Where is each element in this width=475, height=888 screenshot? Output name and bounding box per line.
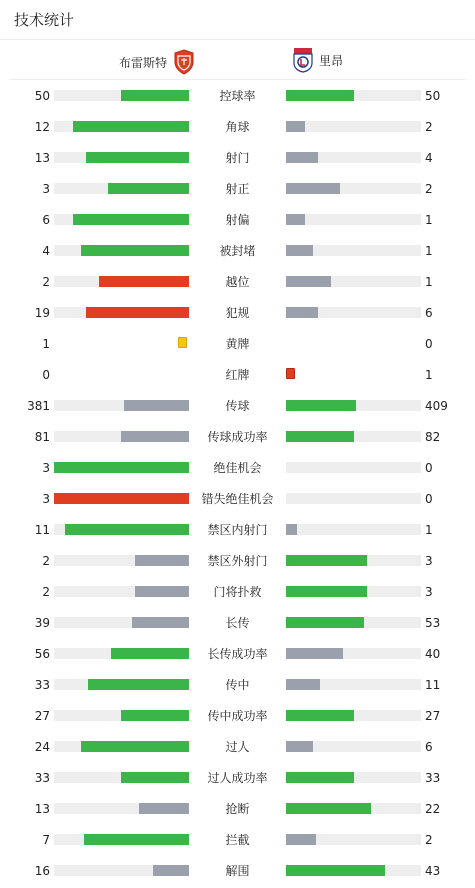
- home-stat-bar-fill: [81, 245, 189, 256]
- home-stat-value: 39: [34, 616, 50, 630]
- home-stat-bar: [54, 555, 189, 566]
- stat-label: 传中成功率: [207, 709, 268, 723]
- stat-label: 射偏: [225, 213, 250, 227]
- home-stat-bar-fill: [73, 121, 189, 132]
- home-stat-value: 50: [34, 89, 50, 103]
- home-stat-value: 3: [42, 182, 50, 196]
- away-stat-bar: [286, 493, 421, 504]
- home-stat-value: 13: [34, 151, 50, 165]
- home-stat-value: 0: [42, 368, 50, 382]
- stat-row: [0, 489, 475, 509]
- away-stat-bar: [286, 679, 421, 690]
- away-stat-bar-fill: [286, 648, 343, 659]
- stat-label: 绝佳机会: [213, 461, 262, 475]
- stat-label: 犯规: [225, 306, 250, 320]
- away-stat-value: 22: [425, 802, 441, 816]
- home-stat-bar-fill: [132, 617, 189, 628]
- home-stat-bar: [54, 493, 189, 504]
- away-stat-bar-fill: [286, 803, 371, 814]
- away-stat-bar-fill: [286, 555, 367, 566]
- away-stat-value: 2: [425, 120, 433, 134]
- away-stat-bar: [286, 555, 421, 566]
- home-stat-bar-fill: [108, 183, 189, 194]
- stat-row: [0, 551, 475, 571]
- stat-label: 过人成功率: [207, 771, 268, 785]
- page-title: 技术统计: [14, 11, 75, 29]
- away-stat-value: 2: [425, 833, 433, 847]
- stat-label: 传中: [225, 678, 250, 692]
- stat-label: 拦截: [225, 833, 250, 847]
- away-stat-value: 0: [425, 492, 433, 506]
- home-stat-value: 3: [42, 461, 50, 475]
- stat-row: [0, 210, 475, 230]
- stat-label: 长传: [225, 616, 250, 630]
- stat-row: [0, 272, 475, 292]
- home-stat-bar: [54, 90, 189, 101]
- brest-crest-icon: [173, 49, 195, 75]
- away-stat-bar-fill: [286, 834, 316, 845]
- home-stat-bar: [54, 710, 189, 721]
- away-stat-value: 33: [425, 771, 441, 785]
- stat-row: [0, 582, 475, 602]
- home-stat-bar: [54, 214, 189, 225]
- away-team[interactable]: [292, 47, 343, 73]
- home-stat-bar: [54, 617, 189, 628]
- stat-row: [0, 706, 475, 726]
- home-stat-value: 2: [42, 585, 50, 599]
- stat-row: [0, 303, 475, 323]
- away-stat-bar: [286, 803, 421, 814]
- home-stat-bar: [54, 121, 189, 132]
- away-stat-bar: [286, 214, 421, 225]
- stat-row: [0, 675, 475, 695]
- away-stat-value: 50: [425, 89, 441, 103]
- away-stat-bar: [286, 772, 421, 783]
- stat-label: 传球成功率: [207, 430, 268, 444]
- home-stat-bar: [54, 803, 189, 814]
- away-stat-value: 82: [425, 430, 441, 444]
- stat-row: [0, 644, 475, 664]
- home-stat-bar-fill: [54, 462, 189, 473]
- home-stat-bar-fill: [99, 276, 189, 287]
- home-stat-bar-fill: [84, 834, 189, 845]
- home-stat-bar: [54, 431, 189, 442]
- away-stat-value: 3: [425, 585, 433, 599]
- away-stat-value: 4: [425, 151, 433, 165]
- home-stat-bar: [54, 152, 189, 163]
- home-stat-bar-fill: [111, 648, 189, 659]
- away-stat-bar: [286, 462, 421, 473]
- away-stat-value: 1: [425, 244, 433, 258]
- home-stat-bar-fill: [88, 679, 189, 690]
- away-stat-bar: [286, 431, 421, 442]
- home-stat-bar: [54, 865, 189, 876]
- away-stat-bar-fill: [286, 214, 305, 225]
- home-stat-value: 19: [34, 306, 50, 320]
- away-stat-bar-fill: [286, 679, 320, 690]
- away-stat-bar-fill: [286, 121, 305, 132]
- away-stat-bar-fill: [286, 152, 318, 163]
- home-stat-value: 3: [42, 492, 50, 506]
- stat-row: [0, 768, 475, 788]
- stat-label: 抢断: [225, 802, 250, 816]
- home-stat-value: 1: [42, 337, 50, 351]
- away-stat-bar-fill: [286, 772, 354, 783]
- home-stat-bar-fill: [153, 865, 189, 876]
- home-stat-bar-fill: [65, 524, 189, 535]
- red-card-icon: [286, 368, 295, 379]
- home-stat-value: 13: [34, 802, 50, 816]
- home-stat-bar: [54, 183, 189, 194]
- stat-row: [0, 799, 475, 819]
- home-stat-bar-fill: [86, 152, 189, 163]
- home-stat-bar-fill: [121, 710, 189, 721]
- away-stat-value: 0: [425, 337, 433, 351]
- lyon-crest-icon: [292, 47, 314, 73]
- stat-row: [0, 520, 475, 540]
- stat-label: 控球率: [219, 89, 256, 103]
- away-stat-bar-fill: [286, 400, 356, 411]
- away-stat-bar-fill: [286, 276, 331, 287]
- away-stat-value: 409: [425, 399, 448, 413]
- stat-label: 解围: [225, 864, 250, 878]
- away-stat-bar-fill: [286, 741, 313, 752]
- stat-row: [0, 861, 475, 881]
- home-stat-bar: [54, 834, 189, 845]
- home-stat-bar: [54, 772, 189, 783]
- away-stat-value: 6: [425, 306, 433, 320]
- away-stat-bar: [286, 524, 421, 535]
- away-stat-bar: [286, 586, 421, 597]
- away-stat-bar-fill: [286, 307, 318, 318]
- stat-row: [0, 117, 475, 137]
- stats-header: [0, 0, 475, 40]
- home-stat-bar-fill: [124, 400, 189, 411]
- stat-label: 错失绝佳机会: [201, 492, 274, 506]
- away-stat-bar: [286, 741, 421, 752]
- away-stat-bar: [286, 710, 421, 721]
- home-stat-value: 56: [34, 647, 50, 661]
- stat-row: [0, 458, 475, 478]
- away-stat-bar: [286, 648, 421, 659]
- away-stat-value: 53: [425, 616, 441, 630]
- home-stat-bar: [54, 245, 189, 256]
- home-stat-bar-fill: [139, 803, 189, 814]
- away-stat-bar-fill: [286, 90, 354, 101]
- home-stat-bar: [54, 679, 189, 690]
- home-stat-value: 81: [34, 430, 50, 444]
- away-stat-bar: [286, 307, 421, 318]
- home-stat-bar-fill: [121, 431, 189, 442]
- home-stat-value: 6: [42, 213, 50, 227]
- home-stat-value: 24: [34, 740, 50, 754]
- stat-label: 禁区内射门: [207, 523, 268, 537]
- stat-label: 黄牌: [225, 337, 250, 351]
- stat-label: 门将扑救: [213, 585, 262, 599]
- home-stat-bar-fill: [86, 307, 189, 318]
- home-stat-bar-fill: [121, 90, 189, 101]
- home-stat-value: 16: [34, 864, 50, 878]
- away-stat-value: 2: [425, 182, 433, 196]
- away-stat-bar: [286, 245, 421, 256]
- home-stat-bar: [54, 400, 189, 411]
- stat-row: [0, 86, 475, 106]
- away-stat-value: 1: [425, 213, 433, 227]
- home-stat-value: 381: [27, 399, 50, 413]
- home-stat-value: 2: [42, 275, 50, 289]
- away-stat-bar: [286, 121, 421, 132]
- stat-label: 越位: [225, 275, 250, 289]
- stat-label: 过人: [225, 740, 250, 754]
- stat-row: [0, 179, 475, 199]
- yellow-card-icon: [178, 337, 187, 348]
- stat-row: [0, 396, 475, 416]
- away-stat-value: 0: [425, 461, 433, 475]
- away-stat-bar-fill: [286, 431, 354, 442]
- home-stat-bar-fill: [73, 214, 189, 225]
- home-stat-bar: [54, 276, 189, 287]
- away-stat-value: 11: [425, 678, 441, 692]
- away-stat-value: 6: [425, 740, 433, 754]
- stat-row: [0, 830, 475, 850]
- away-stat-bar: [286, 834, 421, 845]
- stat-label: 射正: [225, 182, 250, 196]
- away-stat-value: 3: [425, 554, 433, 568]
- away-stat-value: 27: [425, 709, 441, 723]
- stat-row: [0, 148, 475, 168]
- home-stat-value: 33: [34, 771, 50, 785]
- stat-row: [0, 241, 475, 261]
- stat-label: 被封堵: [219, 244, 256, 258]
- away-stat-bar: [286, 400, 421, 411]
- home-stat-bar-fill: [81, 741, 189, 752]
- home-stat-bar-fill: [135, 555, 189, 566]
- stat-label: 射门: [225, 151, 250, 165]
- away-stat-bar-fill: [286, 617, 364, 628]
- away-stat-bar-fill: [286, 865, 385, 876]
- away-stat-value: 40: [425, 647, 441, 661]
- home-stat-bar: [54, 524, 189, 535]
- stat-row: [0, 427, 475, 447]
- stat-label: 角球: [225, 120, 250, 134]
- home-stat-value: 27: [34, 709, 50, 723]
- home-stat-value: 11: [34, 523, 50, 537]
- teams-row: [9, 40, 466, 80]
- stat-row: [0, 334, 475, 354]
- home-stat-bar: [54, 307, 189, 318]
- away-stat-value: 1: [425, 368, 433, 382]
- away-stat-bar: [286, 152, 421, 163]
- home-stat-bar-fill: [121, 772, 189, 783]
- home-team-name: 布雷斯特: [118, 55, 167, 70]
- home-stat-bar: [54, 462, 189, 473]
- home-stat-value: 2: [42, 554, 50, 568]
- away-stat-bar-fill: [286, 710, 354, 721]
- away-stat-bar: [286, 865, 421, 876]
- stat-label: 长传成功率: [207, 647, 268, 661]
- away-stat-bar-fill: [286, 524, 297, 535]
- away-stat-bar: [286, 276, 421, 287]
- away-stat-bar: [286, 183, 421, 194]
- home-stat-bar-fill: [135, 586, 189, 597]
- home-stat-value: 7: [42, 833, 50, 847]
- home-stat-bar: [54, 648, 189, 659]
- home-stat-bar: [54, 586, 189, 597]
- away-stat-bar: [286, 617, 421, 628]
- home-team[interactable]: [119, 49, 195, 75]
- stat-row: [0, 365, 475, 385]
- home-stat-value: 33: [34, 678, 50, 692]
- away-stat-bar-fill: [286, 586, 367, 597]
- away-stat-value: 43: [425, 864, 441, 878]
- home-stat-value: 4: [42, 244, 50, 258]
- away-stat-bar-fill: [286, 183, 340, 194]
- away-stat-value: 1: [425, 275, 433, 289]
- stat-label: 传球: [225, 399, 250, 413]
- stat-label: 红牌: [225, 368, 250, 382]
- away-stat-bar: [286, 90, 421, 101]
- away-team-name: 里昂: [319, 53, 344, 68]
- home-stat-bar: [54, 741, 189, 752]
- away-stat-value: 1: [425, 523, 433, 537]
- home-stat-bar-fill: [54, 493, 189, 504]
- stat-row: [0, 613, 475, 633]
- stat-label: 禁区外射门: [207, 554, 268, 568]
- away-stat-bar-fill: [286, 245, 313, 256]
- stat-row: [0, 737, 475, 757]
- home-stat-value: 12: [34, 120, 50, 134]
